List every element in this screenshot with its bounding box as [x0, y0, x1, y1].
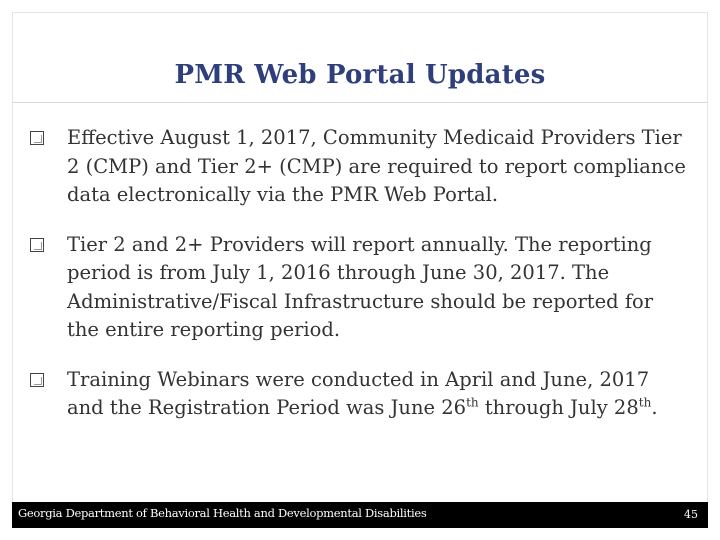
- bullet-text-part: Training Webinars were conducted in April and June, 2017 and the Registration Period was June 26: [67, 367, 650, 419]
- bullet-list: [30, 124, 690, 444]
- bullet-text-part: through July 28: [478, 396, 639, 419]
- bullet-item: [30, 124, 690, 210]
- footer-organization: Georgia Department of Behavioral Health and Developmental Disabilities: [18, 506, 427, 520]
- square-bullet-icon: [30, 131, 44, 145]
- square-bullet-icon: [30, 373, 44, 387]
- page-number: 45: [684, 508, 698, 521]
- square-bullet-icon: [30, 238, 44, 252]
- bullet-text: [67, 368, 658, 420]
- bullet-text: Tier 2 and 2+ Providers will report annually. The reporting period is from July 1, 2016 through June 30, 2017. The Administrative/Fiscal Infrastructure should be reported for the entire reporting period.: [67, 232, 654, 341]
- bullet-item: [30, 366, 690, 423]
- bullet-text-part: .: [651, 396, 658, 419]
- superscript: th: [466, 395, 479, 410]
- slide-title: PMR Web Portal Updates: [174, 60, 546, 90]
- bullet-text: Effective August 1, 2017, Community Medicaid Providers Tier 2 (CMP) and Tier 2+ (CMP) are required to report compliance data electronically via the PMR Web Portal.: [67, 126, 686, 206]
- bullet-item: [30, 231, 690, 345]
- title-divider: [12, 102, 708, 103]
- superscript: th: [638, 395, 652, 410]
